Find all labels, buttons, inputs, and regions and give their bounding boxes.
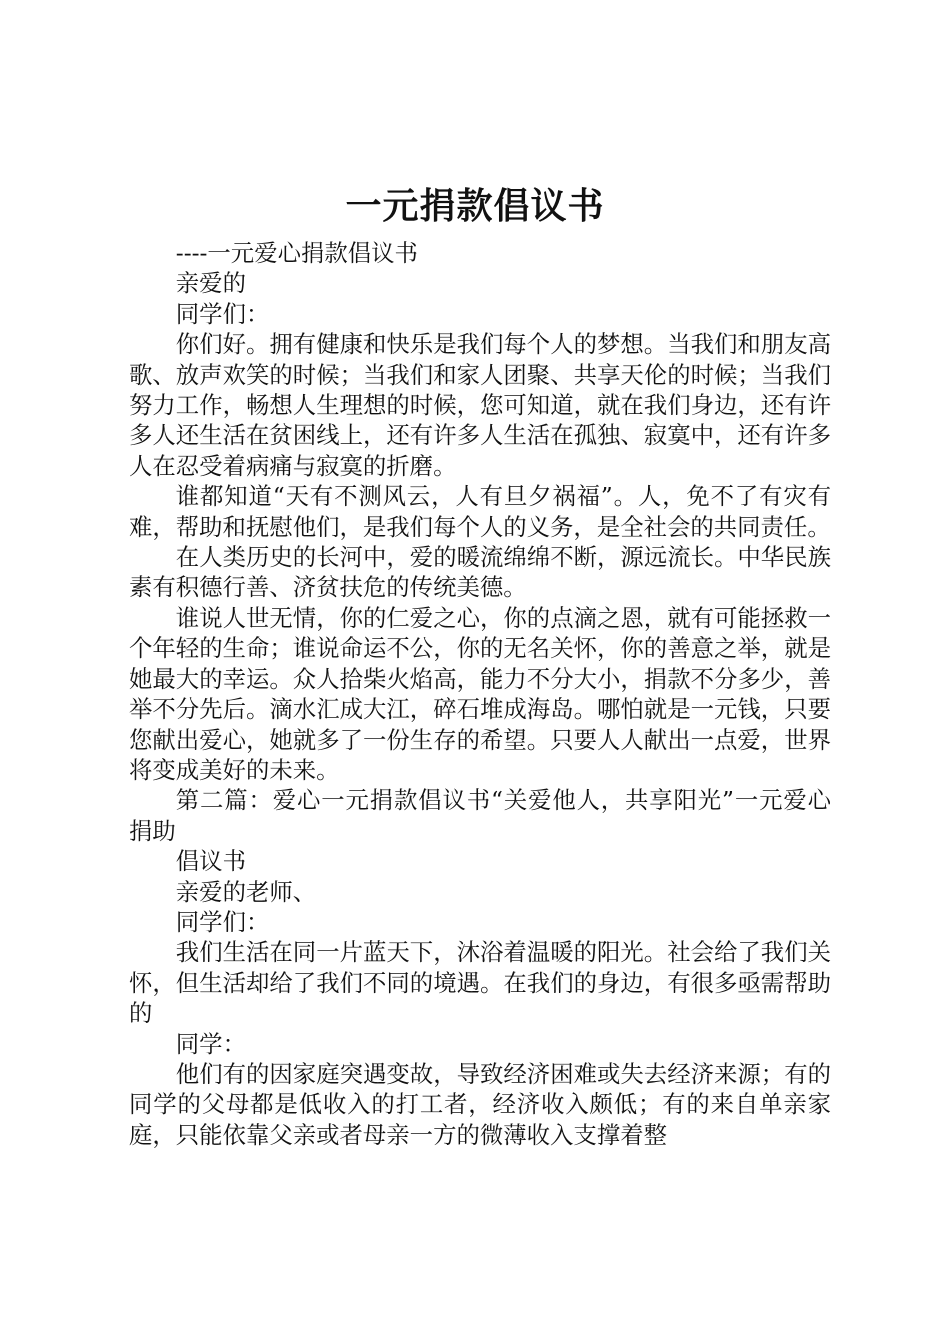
- body-paragraph: 谁说人世无情，你的仁爱之心，你的点滴之恩，就有可能拯救一个年轻的生命；谁说命运不公，你的无名关怀，你的善意之举，就是她最大的幸运。众人拾柴火焰高，能力不分大小，捐款不分多少，善举不分先后。滴水汇成大江，碎石堆成海岛。哪怕就是一元钱，只要您献出爱心，她就多了一份生存的希望。只要人人献出一点爱，世界将变成美好的未来。: [129, 603, 831, 784]
- subtitle-line: ----一元爱心捐款倡议书: [175, 239, 418, 267]
- salutation-line: 同学们：: [175, 907, 270, 936]
- section-heading: 第二篇：爱心一元捐款倡议书“关爱他人，共享阳光”一元爱心捐助: [129, 786, 831, 845]
- body-paragraph: 我们生活在同一片蓝天下，沐浴着温暖的阳光。社会给了我们关怀，但生活却给了我们不同的境遇。在我们的身边，有很多亟需帮助的: [129, 938, 831, 1028]
- body-paragraph: 在人类历史的长河中，爱的暖流绵绵不断，源远流长。中华民族素有积德行善、济贫扶危的传统美德。: [129, 543, 831, 602]
- section-heading: 倡议书: [175, 847, 246, 876]
- salutation-line: 亲爱的老师、: [175, 877, 317, 906]
- salutation-line: 亲爱的: [175, 269, 246, 298]
- body-paragraph: 谁都知道“天有不测风云，人有旦夕祸福”。人，免不了有灾有难，帮助和抚慰他们，是我们每个人的义务，是全社会的共同责任。: [129, 482, 831, 541]
- document-body: [129, 238, 831, 1150]
- salutation-line: 同学：: [175, 1029, 246, 1058]
- document-title: 一元捐款倡议书: [345, 186, 605, 227]
- salutation-line: 同学们：: [175, 299, 270, 328]
- body-paragraph: 他们有的因家庭突遇变故，导致经济困难或失去经济来源；有的同学的父母都是低收入的打工者，经济收入颇低；有的来自单亲家庭，只能依靠父亲或者母亲一方的微薄收入支撑着整: [129, 1059, 831, 1149]
- body-paragraph: 你们好。拥有健康和快乐是我们每个人的梦想。当我们和朋友高歌、放声欢笑的时候；当我们和家人团聚、共享天伦的时候；当我们努力工作，畅想人生理想的时候，您可知道，就在我们身边，还有许多人还生活在贫困线上，还有许多人生活在孤独、寂寞中，还有许多人在忍受着病痛与寂寞的折磨。: [129, 330, 831, 480]
